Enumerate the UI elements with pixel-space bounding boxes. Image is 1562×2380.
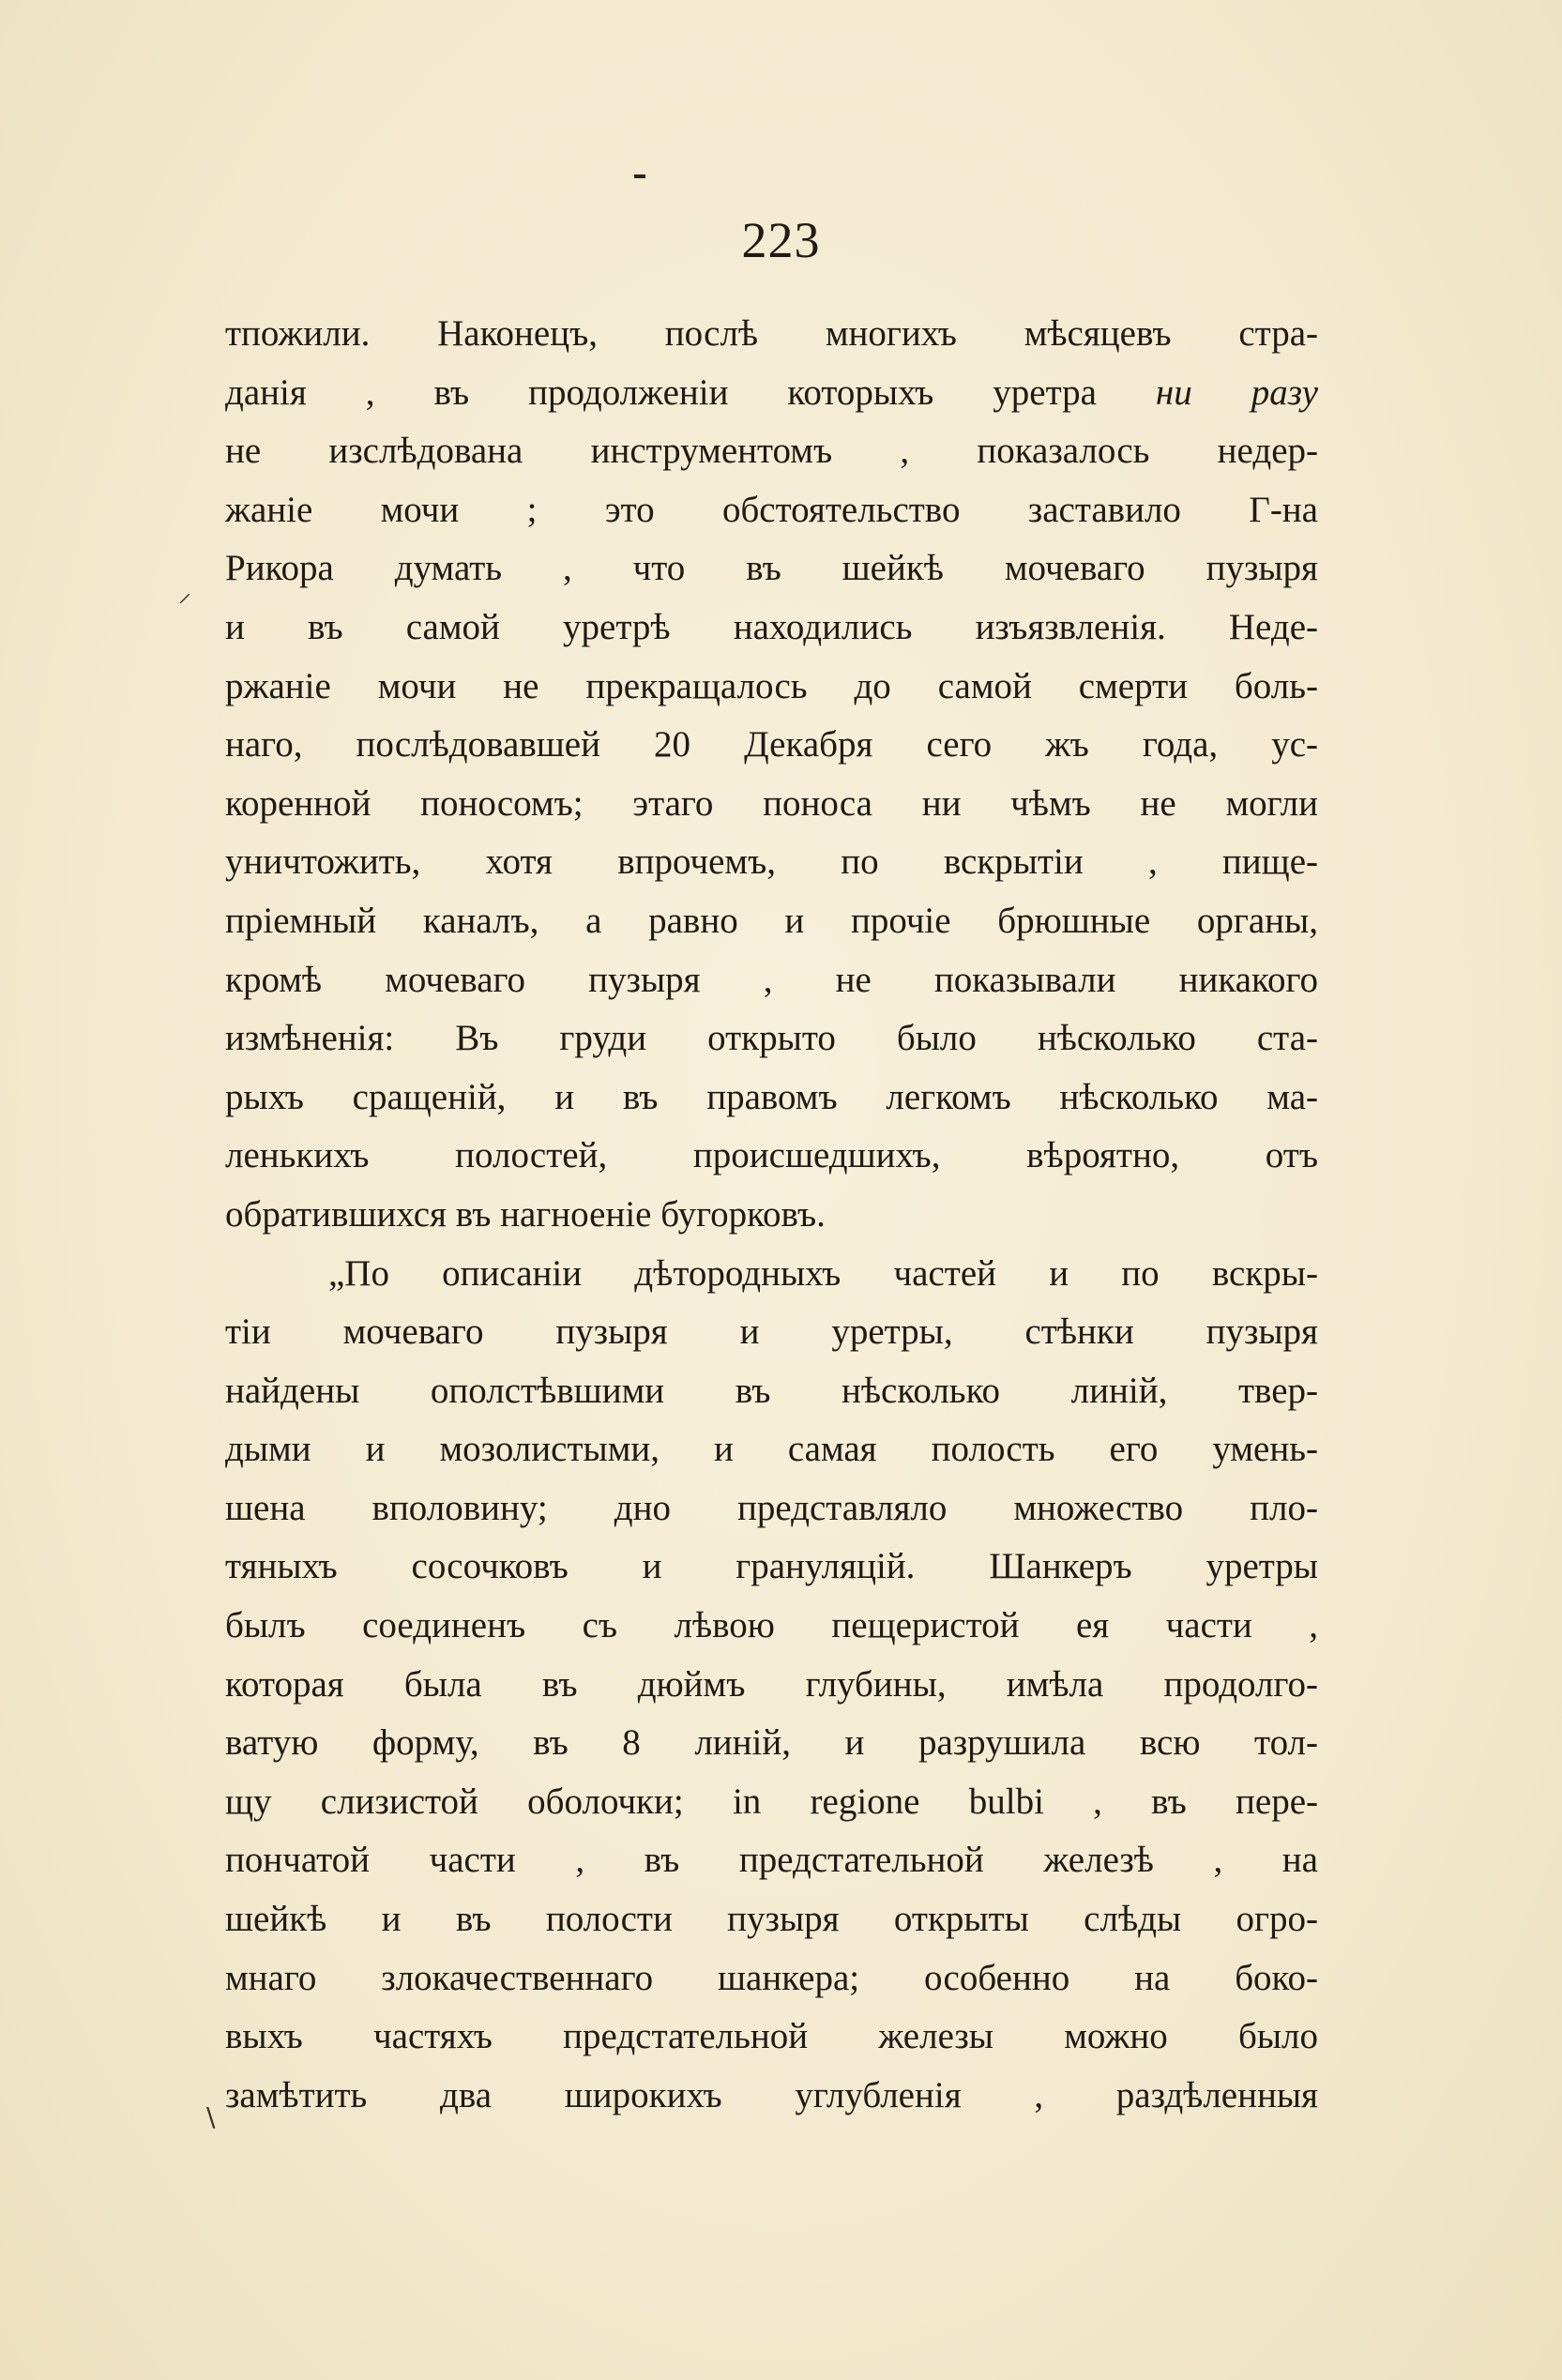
text-line: замѣтить два широкихъ углубленія , раздѣленныя bbox=[225, 2074, 1318, 2115]
text-line: шейкѣ и въ полости пузыря открыты слѣды огро- bbox=[225, 1899, 1318, 1940]
text-line: пріемный каналъ, а равно и прочіе брюшные органы, bbox=[225, 900, 1318, 941]
text-line: тіи мочеваго пузыря и уретры, стѣнки пузыря bbox=[225, 1311, 1318, 1353]
text-line: тпожили. Наконецъ, послѣ многихъ мѣсяцевъ стра- bbox=[225, 313, 1318, 354]
text-line: ленькихъ полостей, происшедшихъ, вѣроятно, отъ bbox=[225, 1135, 1318, 1176]
page-number: 223 bbox=[741, 212, 821, 268]
text-line: кромѣ мочеваго пузыря , не показывали никакого bbox=[225, 959, 1318, 1000]
text-line: обратившихся въ нагноеніе бугорковъ. bbox=[225, 1193, 826, 1235]
text-line: тяныхъ сосочковъ и грануляцій. Шанкеръ уретры bbox=[225, 1546, 1318, 1587]
ink-mark bbox=[634, 174, 645, 178]
text-line: измѣненія: Въ груди открыто было нѣсколько ста- bbox=[225, 1018, 1318, 1059]
margin-tick-mark: ⸝ bbox=[178, 577, 192, 608]
text-line: ватую форму, въ 8 линій, и разрушила всю тол- bbox=[225, 1722, 1318, 1764]
text-line: выхъ частяхъ предстательной железы можно было bbox=[225, 2016, 1318, 2057]
margin-tick-mark: \ bbox=[206, 2101, 216, 2132]
text-line: мнаго злокачественнаго шанкера; особенно на боко- bbox=[225, 1957, 1318, 1998]
text-line: былъ соединенъ съ лѣвою пещеристой ея части , bbox=[225, 1605, 1318, 1646]
text-line: жаніе мочи ; это обстоятельство заставило Г-на bbox=[225, 489, 1318, 530]
text-fragment: данія , въ продолженіи которыхъ уретра bbox=[225, 371, 1097, 413]
text-line: не изслѣдована инструментомъ , показалось недер- bbox=[225, 431, 1318, 472]
text-line: „По описаніи дѣтородныхъ частей и по вскры- bbox=[328, 1252, 1318, 1294]
emphasis-text: ни разу bbox=[1155, 371, 1318, 413]
text-line: Рикора думать , что въ шейкѣ мочеваго пузыря bbox=[225, 548, 1318, 589]
text-line bbox=[225, 364, 1318, 423]
text-line: уничтожить, хотя впрочемъ, по вскрытіи , пище- bbox=[225, 841, 1318, 883]
text-line: наго, послѣдовавшей 20 Декабря сего жъ года, ус- bbox=[225, 724, 1318, 766]
text-line: шена вполовину; дно представляло множество пло- bbox=[225, 1487, 1318, 1528]
text-line: пончатой части , въ предстательной железѣ , на bbox=[225, 1840, 1318, 1881]
text-line: и въ самой уретрѣ находились изъязвленія. Неде- bbox=[225, 606, 1318, 647]
text-line: щу слизистой оболочки; in regione bulbi , въ пере- bbox=[225, 1781, 1318, 1822]
text-line: найдены ополстѣвшими въ нѣсколько линій, твер- bbox=[225, 1370, 1318, 1411]
text-line: коренной поносомъ; этаго поноса ни чѣмъ не могли bbox=[225, 782, 1318, 824]
text-line: дыми и мозолистыми, и самая полость его умень- bbox=[225, 1429, 1318, 1470]
text-line: рыхъ сращеній, и въ правомъ легкомъ нѣсколько ма- bbox=[225, 1076, 1318, 1117]
text-line: которая была въ дюймъ глубины, имѣла продолго- bbox=[225, 1663, 1318, 1705]
body-text bbox=[225, 305, 1318, 2125]
text-line: ржаніе мочи не прекращалось до самой смерти боль- bbox=[225, 665, 1318, 706]
